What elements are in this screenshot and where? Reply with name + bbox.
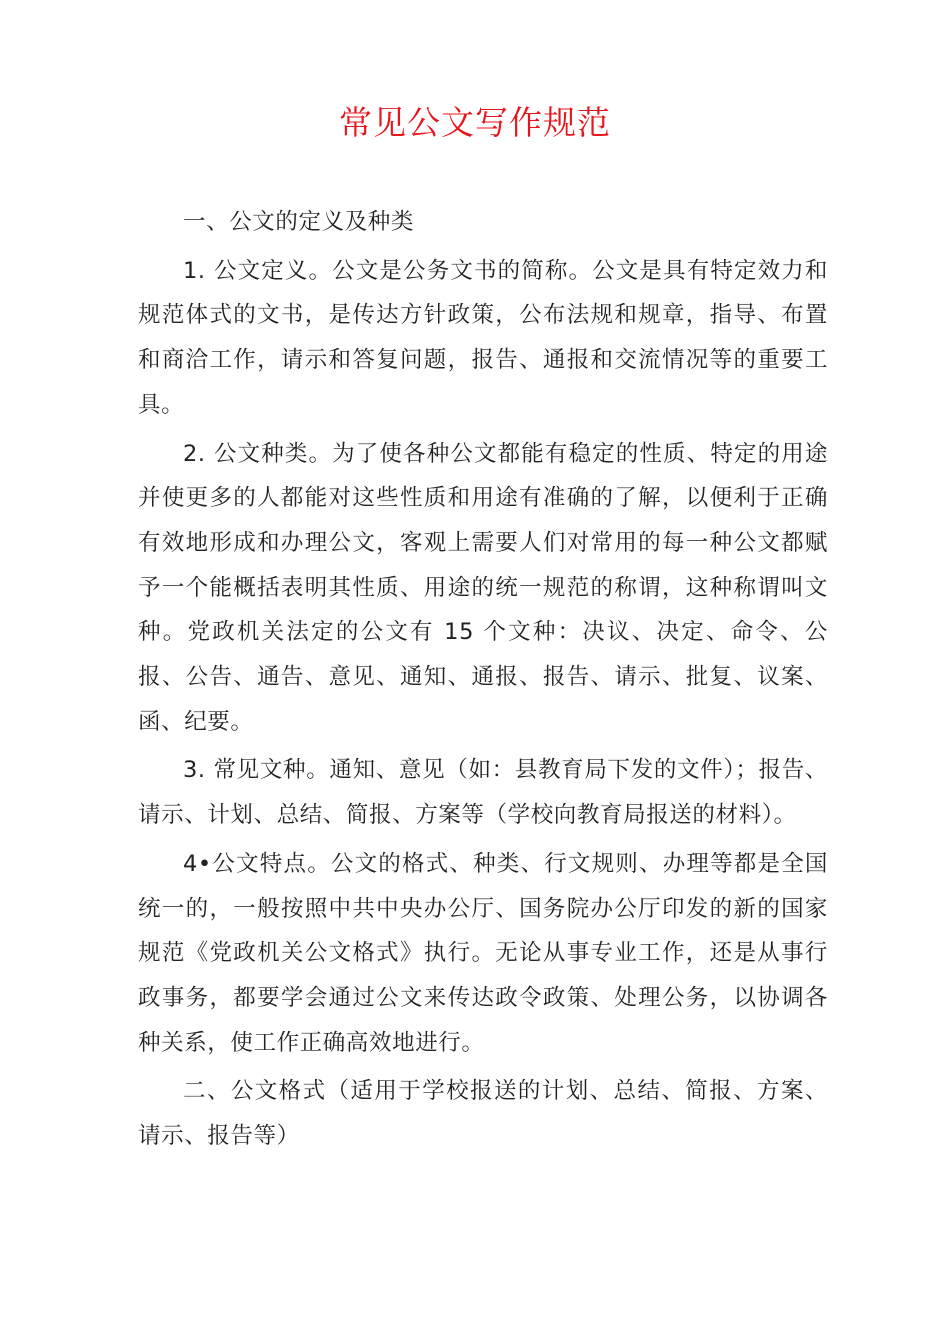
paragraph-types: 2. 公文种类。为了使各种公文都能有稳定的性质、特定的用途并使更多的人都能对这些性质和用途有准确的了解，以便利于正确有效地形成和办理公文，客观上需要人们对常用的每一种公文都赋予一个能概括表明其性质、用途的统一规范的称谓，这种称谓叫文种。党政机关法定的公文有 15 个文种：决议、决定、命令、公报、公告、通告、意见、通知、通报、报告、请示、批复、议案、函、纪要。 [138,440,828,735]
paragraph-definition: 1. 公文定义。公文是公务文书的简称。公文是具有特定效力和规范体式的文书，是传达方针政策，公布法规和规章，指导、布置和商洽工作，请示和答复问题，报告、通报和交流情况等的重要工具。 [138,257,828,418]
section-heading-definition: 一、公文的定义及种类 [183,209,415,235]
section-heading-format: 二、公文格式（适用于学校报送的计划、总结、简报、方案、请示、报告等） [138,1078,828,1150]
paragraph-features: 4•公文特点。公文的格式、种类、行文规则、办理等都是全国统一的，一般按照中共中央办公厅、国务院办公厅印发的新的国家规范《党政机关公文格式》执行。无论从事专业工作，还是从事行政事务，都要学会通过公文来传达政令政策、处理公务，以协调各种关系，使工作正确高效地进行。 [138,850,828,1056]
document-title: 常见公文写作规范 [339,103,611,142]
document-body [138,200,828,1163]
paragraph-common-types: 3. 常见文种。通知、意见（如：县教育局下发的文件）；报告、请示、计划、总结、简报、方案等（学校向教育局报送的材料）。 [138,757,828,829]
